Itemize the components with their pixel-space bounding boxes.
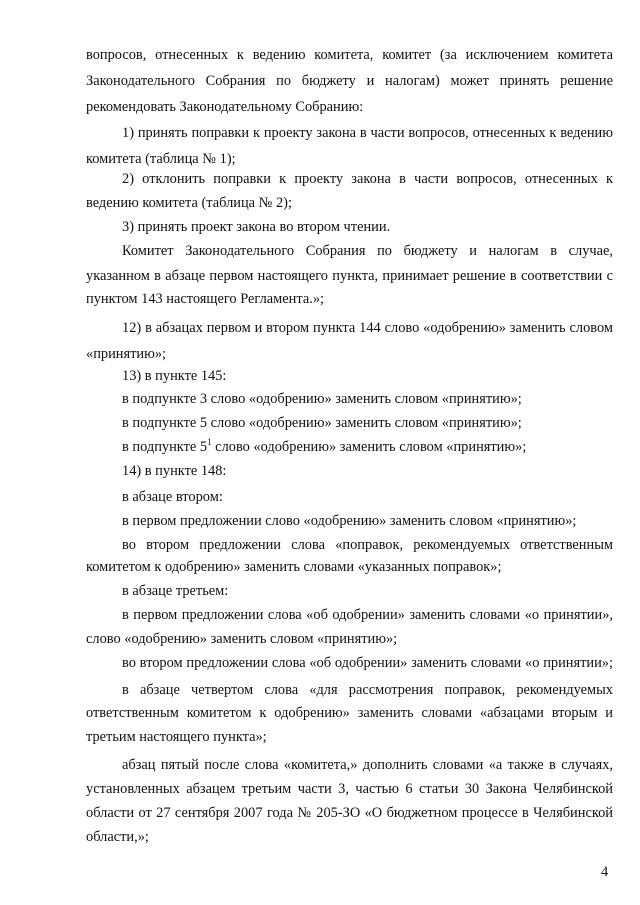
text-line: комитета (таблица № 1); [86,151,236,167]
text-line: абзац пятый после слова «комитета,» дополнить словами «а также в случаях, [122,757,613,773]
text-line: в первом предложении слово «одобрению» заменить словом «принятию»; [122,513,577,529]
text-line: слово «одобрению» заменить словом «принятию»; [86,631,398,647]
page-number: 4 [601,864,609,880]
text-line: 2) отклонить поправки к проекту закона в части вопросов, отнесенных к [122,171,613,187]
text-line: вопросов, отнесенных к ведению комитета, комитет (за исключением комитета [86,47,613,63]
text-line: в подпункте 5 слово «одобрению» заменить словом «принятию»; [122,415,522,431]
text-line: комитетом к одобрению» заменить словами «указанных поправок»; [86,559,502,575]
text-line: установленных абзацем третьим части 3, частью 6 статьи 30 Закона Челябинской [86,781,613,797]
text-line: в первом предложении слова «об одобрении» заменить словами «о принятии», [122,607,613,623]
text-line: Законодательного Собрания по бюджету и налогам) может принять решение [86,73,613,89]
text-line: Комитет Законодательного Собрания по бюджету и налогам в случае, [122,243,613,259]
text-line: третьим настоящего пункта»; [86,729,267,745]
text-line: в абзаце втором: [122,489,223,505]
text-line: во втором предложении слова «об одобрении» заменить словами «о принятии»; [122,655,613,671]
text-line: в абзаце третьем: [122,583,229,599]
text-line: ведению комитета (таблица № 2); [86,195,292,211]
text-line: во втором предложении слова «поправок, рекомендуемых ответственным [122,537,613,553]
text-line: 3) принять проект закона во втором чтении. [122,219,391,235]
text-line: 14) в пункте 148: [122,463,227,479]
text-line: 12) в абзацах первом и втором пункта 144 слово «одобрению» заменить словом [122,320,613,336]
text-line: области,»; [86,829,149,845]
text-line: рекомендовать Законодательному Собранию: [86,99,364,115]
text-line: 1) принять поправки к проекту закона в части вопросов, отнесенных к ведению [122,125,613,141]
text-line: 13) в пункте 145: [122,368,227,384]
text-fragment: в подпункте 5 [122,439,208,455]
superscript: 1 [207,437,212,447]
text-line: «принятию»; [86,346,167,362]
text-line: области от 27 сентября 2007 года № 205-ЗО «О бюджетном процессе в Челябинской [86,805,613,821]
text-fragment: слово «одобрению» заменить словом «принятию»; [211,439,527,455]
text-line: в подпункте 3 слово «одобрению» заменить словом «принятию»; [122,391,522,407]
text-line: указанном в абзаце первом настоящего пункта, принимает решение в соответствии с [86,268,613,284]
text-line: пунктом 143 настоящего Регламента.»; [86,291,325,307]
text-line: ответственным комитетом к одобрению» заменить словами «абзацами вторым и [86,705,613,721]
text-line: в абзаце четвертом слова «для рассмотрения поправок, рекомендуемых [122,682,613,698]
text-line [122,436,640,458]
